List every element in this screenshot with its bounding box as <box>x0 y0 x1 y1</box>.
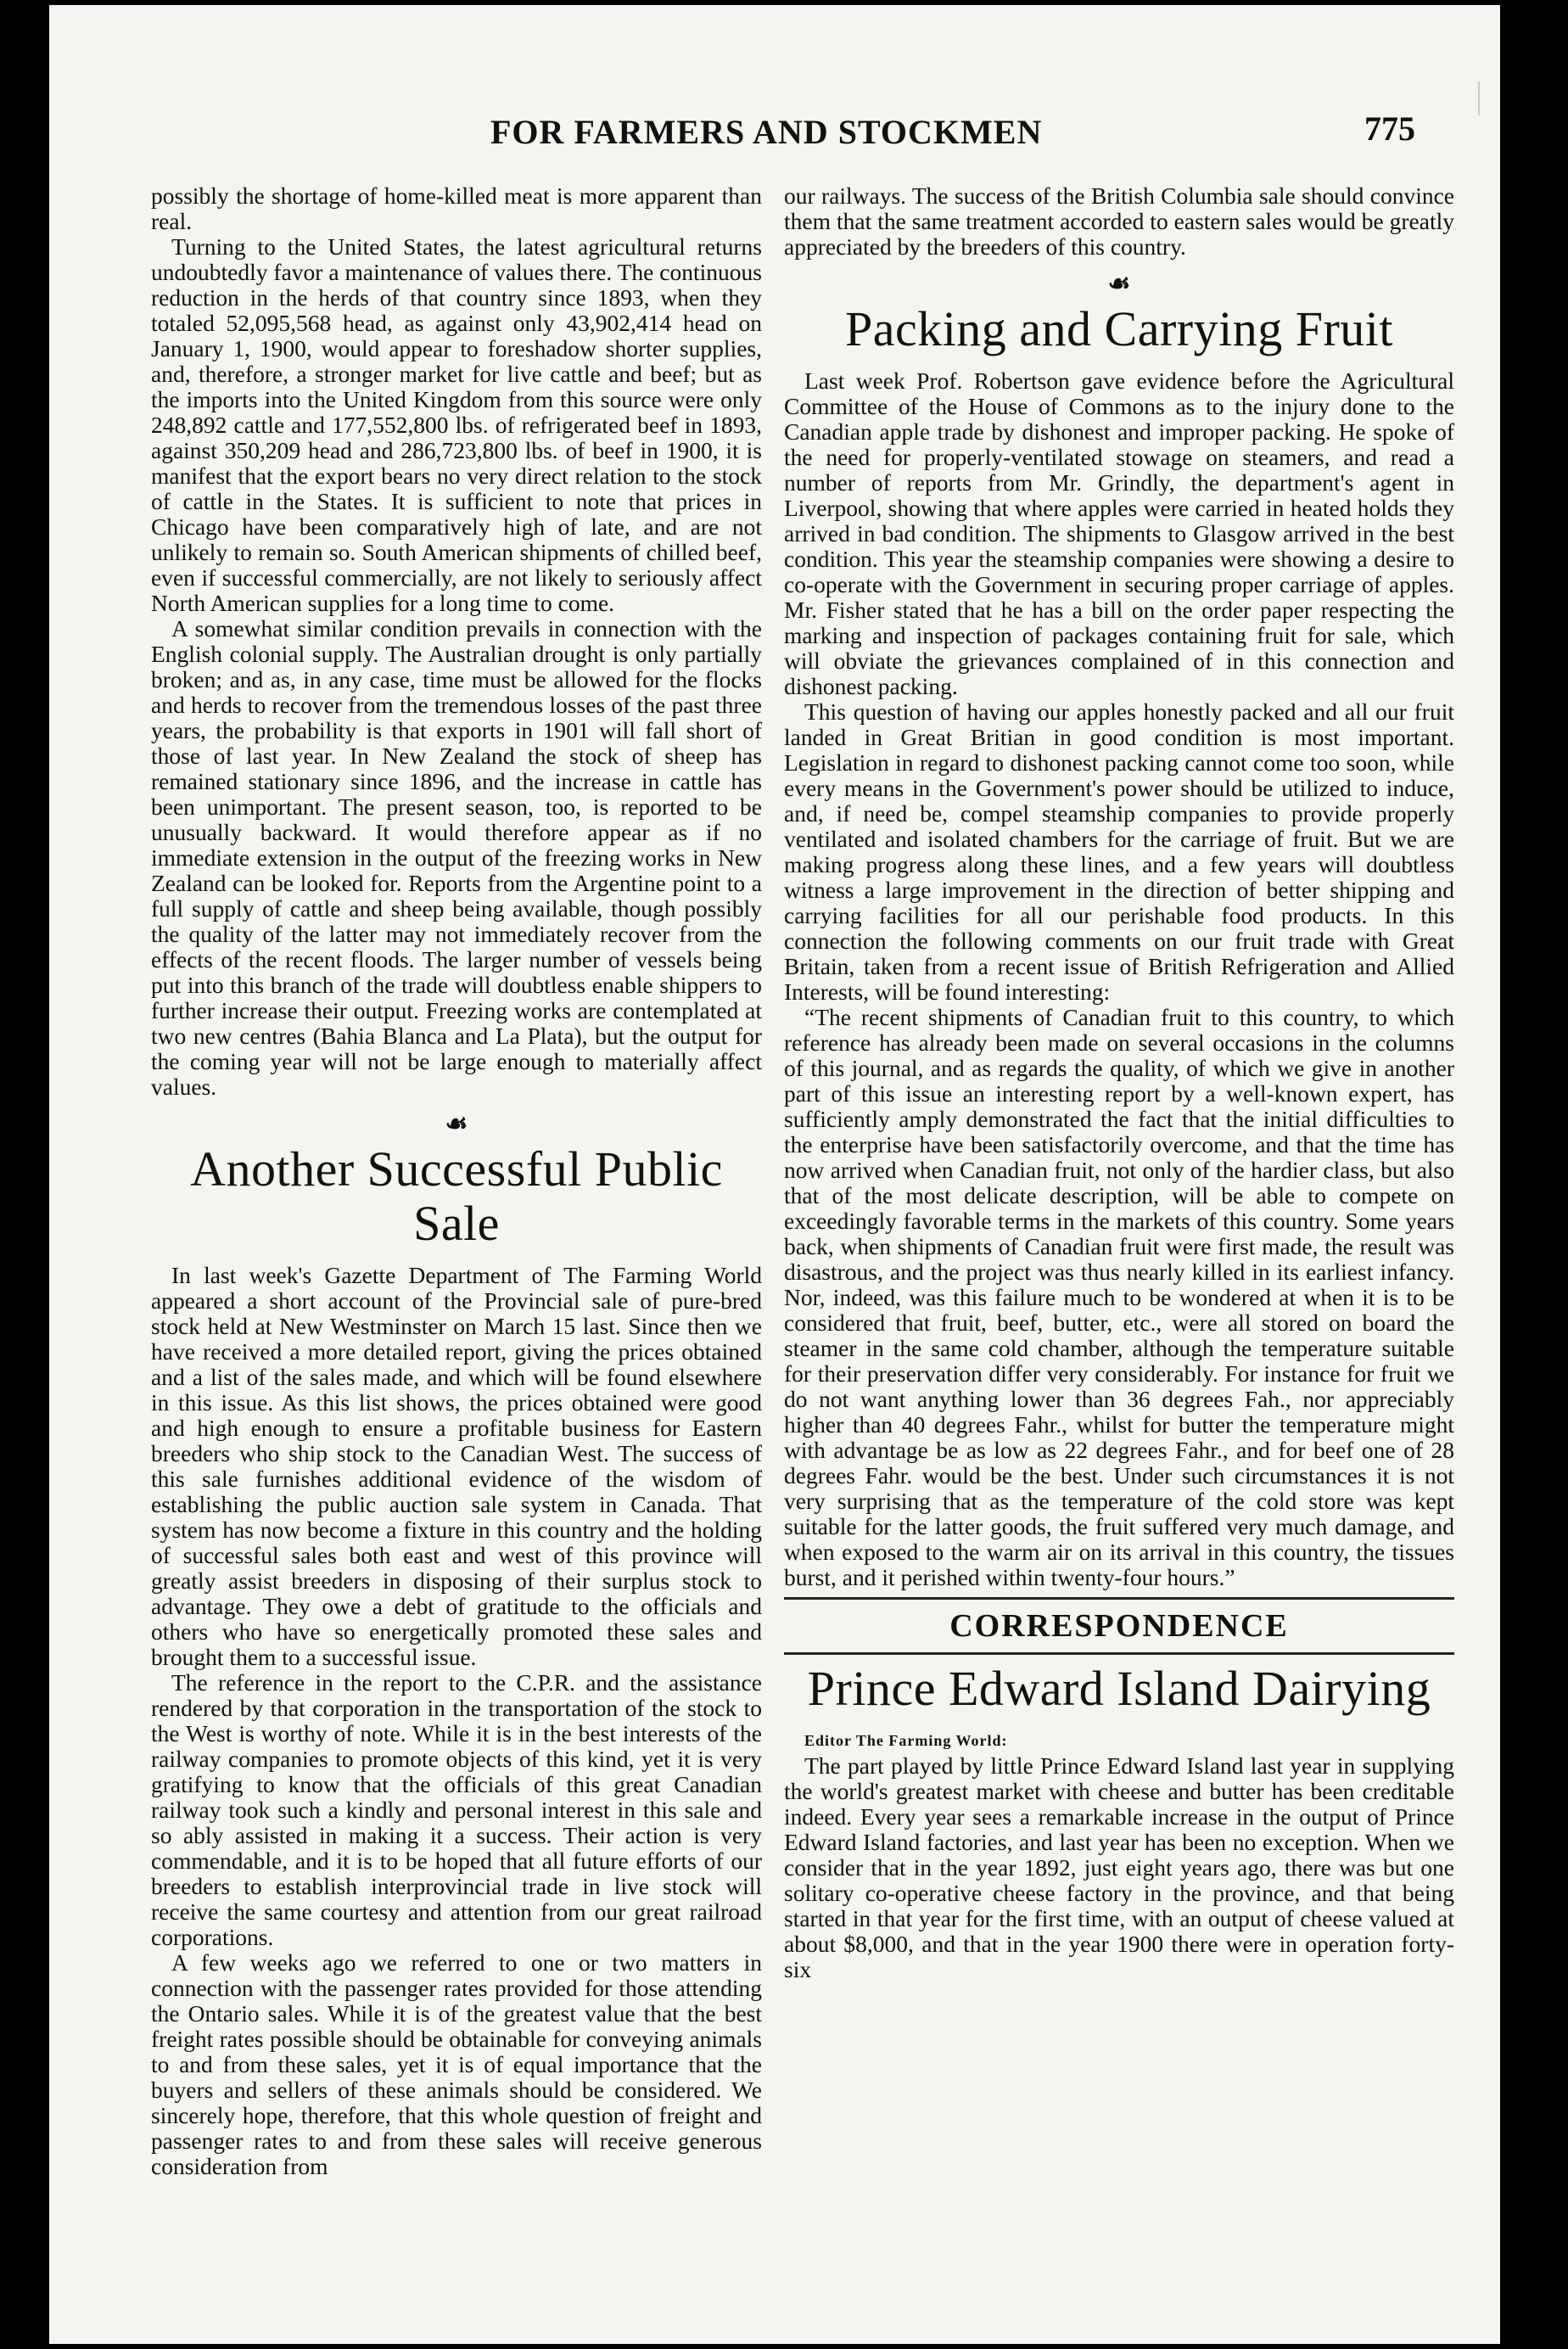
article-paragraph: Last week Prof. Robertson gave evidence before the Agricultural Committee of the House of Commons as to the injury done to the Canadian apple trade by dishonest and improper packing. He spoke of the need for properly-ventilated stowage on steamers, and read a number of reports from Mr. Grindly, the department's agent in Liverpool, showing that where apples were carried in heated holds they arrived in bad condition. The shipments to Glasgow arrived in the best condition. This year the steamship companies were showing a desire to co-operate with the Government in securing proper carriage of apples. Mr. Fisher stated that he has a bill on the order paper respecting the marking and inspection of packages containing fruit for sale, which will obviate the grievances complained of in this connection and dishonest packing. <box>784 367 1454 699</box>
running-title: FOR FARMERS AND STOCKMEN <box>490 113 1043 151</box>
left-column <box>151 183 762 2179</box>
intro-paragraph: our railways. The success of the British Columbia sale should convince them that the same treatment accorded to eastern sales would be greatly appreciated by the breeders of this country. <box>784 182 1454 260</box>
article-paragraph: “The recent shipments of Canadian fruit to this country, to which reference has already been made on several occasions in the columns of this journal, and as regards the quality, of which we give in another part of this issue an interesting report by a well-known expert, has sufficiently amply demonstrated the fact that the initial difficulties to the enterprise have been satisfactorily overcome, and that the time has now arrived when Canadian fruit, not only of the hardier class, but also that of the most delicate description, will be able to compete on exceedingly favorable terms in the markets of this country. Some years back, when shipments of Canadian fruit were first made, the result was disastrous, and the project was thus nearly killed in its earliest infancy. Nor, indeed, was this failure much to be wondered at when it is to be considered that fruit, beef, butter, etc., were all stored on board the steamer in the same cold chamber, although the temperature suitable for their preservation differ very considerably. For instance for fruit we do not want anything lower than 36 degrees Fah., nor appreciably higher than 40 degrees Fahr., whilst for butter the temperature might with advantage be as low as 22 degrees Fahr., and for beef one of 28 degrees Fahr. would be the best. Under such circumstances it is not very surprising that as the temperature of the cold store was kept suitable for the latter goods, the fruit suffered very much damage, and when exposed to the warm air on its arrival in this country, the tissues burst, and it perished within twenty-four hours.” <box>784 1004 1454 1590</box>
article-title: Another Successful Public Sale <box>190 1141 723 1251</box>
running-head <box>49 105 1500 156</box>
letter-paragraph: The part played by little Prince Edward Island last year in supplying the world's greatest market with cheese and butter has been creditable indeed. Every year sees a remarkable increase in the output of Prince Edward Island factories, and last year has been no exception. When we consider that in the year 1892, just eight years ago, there was but one solitary co-operative cheese factory in the province, and that being started in that year for the first time, with an output of cheese valued at about $8,000, and that in the year 1900 there were in operation forty-six <box>784 1752 1454 1982</box>
article-paragraph: A few weeks ago we referred to one or two matters in connection with the passenger rates provided for those attending the Ontario sales. While it is of the greatest value that the best freight rates possible should be obtainable for conveying animals to and from these sales, yet it is of equal importance that the buyers and sellers of these animals should be considered. We sincerely hope, therefore, that this whole question of freight and passenger rates to and from these sales will receive generous consideration from <box>151 1949 762 2179</box>
scanned-page <box>49 5 1500 2344</box>
intro-paragraph: A somewhat similar condition prevails in connection with the English colonial supply. The Australian drought is only partially broken; and as, in any case, time must be allowed for the flocks and herds to recover from the tremendous losses of the past three years, the probability is that exports in 1901 will fall short of those of last year. In New Zealand the stock of sheep has remained stationary since 1896, and the increase in cattle has been unimportant. The present season, too, is reported to be unusually backward. It would therefore appear as if no immediate extension in the output of the freezing works in New Zealand can be looked for. Reports from the Argentine point to a full supply of cattle and sheep being available, though possibly the quality of the latter may not immediately recover from the effects of the recent floods. The larger number of vessels being put into this branch of the trade will doubtless enable shippers to further increase their output. Freezing works are contemplated at two new centres (Bahia Blanca and La Plata), but the output for the coming year will not be large enough to materially affect values. <box>151 615 762 1100</box>
section-heading: CORRESPONDENCE <box>949 1608 1289 1644</box>
ornament-icon: ☙ <box>1107 270 1131 298</box>
article-paragraph: In last week's Gazette Department of The Farming World appeared a short account of the Provincial sale of pure-bred stock held at New Westminster on March 15 last. Since then we have received a more detailed report, giving the prices obtained and a list of the sales made, and which will be found elsewhere in this issue. As this list shows, the prices obtained were good and high enough to ensure a profitable business for Eastern breeders who ship stock to the Canadian West. The success of this sale furnishes additional evidence of the wisdom of establishing the public auction sale system in Canada. That system has now become a fixture in this country and the holding of successful sales both east and west of this province will greatly assist breeders in disposing of their surplus stock to advantage. They owe a debt of gratitude to the officials and others who have so energetically promoted these sales and brought them to a successful issue. <box>151 1262 762 1670</box>
letter-salutation: Editor The Farming World: <box>804 1732 1008 1749</box>
letter-title: Prince Edward Island Dairying <box>807 1661 1431 1716</box>
article-title: Packing and Carrying Fruit <box>844 301 1394 356</box>
article-paragraph: This question of having our apples honestly packed and all our fruit landed in Great Britian in good condition is most important. Legislation in regard to dishonest packing cannot come too soon, while every means in the Government's power should be utilized to induce, and, if need be, compel steamship companies to provide properly ventilated and isolated chambers for the carriage of fruit. But we are making progress along these lines, and a few years will doubtless witness a large improvement in the direction of better shipping and carrying facilities for all our perishable food products. In this connection the following comments on our fruit trade with Great Britain, taken from a recent issue of British Refrigeration and Allied Interests, will be found interesting: <box>784 698 1454 1005</box>
section-rule <box>784 1652 1454 1655</box>
intro-paragraph: Turning to the United States, the latest agricultural returns undoubtedly favor a maintenance of values there. The continuous reduction in the herds of that country since 1893, when they totaled 52,095,568 head, as against only 43,902,414 head on January 1, 1900, would appear to foreshadow shorter supplies, and, therefore, a stronger market for live cattle and beef; but as the imports into the United Kingdom from this source were only 248,892 cattle and 177,552,800 lbs. of refrigerated beef in 1893, against 350,209 head and 286,723,800 lbs. of beef in 1900, it is manifest that the export bears no very direct relation to the stock of cattle in the States. It is sufficient to note that prices in Chicago have been comparatively high of late, and are not unlikely to remain so. South American shipments of chilled beef, even if successful commercially, are not likely to seriously affect North American supplies for a long time to come. <box>151 233 762 616</box>
article-paragraph: The reference in the report to the C.P.R. and the assistance rendered by that corporation in the transportation of the stock to the West is worthy of note. While it is in the best interests of the railway companies to promote objects of this kind, yet it is very gratifying to know that the officials of this great Canadian railway took such a kindly and personal interest in this sale and so ably assisted in making it a success. Their action is very commendable, and it is to be hoped that all future efforts of our breeders to establish interprovincial trade in live stock will receive the same courtesy and attention from our great railroad corporations. <box>151 1669 762 1950</box>
right-column <box>784 183 1454 1982</box>
ornament-icon: ☙ <box>445 1110 468 1138</box>
page-number: 775 <box>1364 109 1415 148</box>
intro-paragraph: possibly the shortage of home-killed meat is more apparent than real. <box>151 182 762 234</box>
section-rule <box>784 1597 1454 1600</box>
